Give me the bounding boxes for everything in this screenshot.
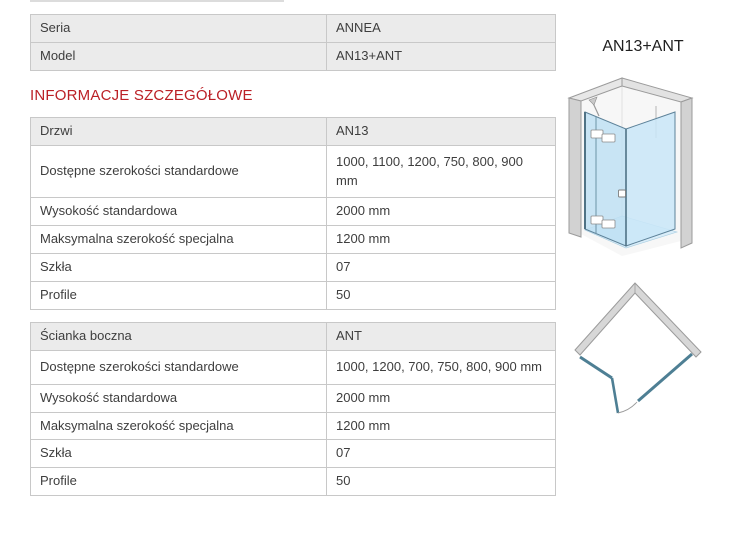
table-header-row [31, 322, 556, 350]
side-wall-header-value: ANT [327, 322, 556, 350]
table-row [31, 440, 556, 468]
model-label: Model [31, 42, 327, 70]
table-row [31, 226, 556, 254]
table-row [31, 468, 556, 496]
side-wall-glass-panel [626, 112, 675, 246]
row-label: Profile [31, 282, 327, 310]
row-label: Szkła [31, 254, 327, 282]
door-header-label: Drzwi [31, 117, 327, 145]
series-label: Seria [31, 15, 327, 43]
row-value: 1200 mm [327, 412, 556, 440]
row-label: Maksymalna szerokość specjalna [31, 226, 327, 254]
right-wall-end-face [681, 98, 692, 248]
model-value: AN13+ANT [327, 42, 556, 70]
row-label: Wysokość standardowa [31, 384, 327, 412]
row-label: Szkła [31, 440, 327, 468]
row-label: Profile [31, 468, 327, 496]
table-row [31, 412, 556, 440]
row-value: 1200 mm [327, 226, 556, 254]
walls-top-view [575, 283, 701, 357]
open-door-line [612, 378, 618, 413]
section-heading: INFORMACJE SZCZEGÓŁOWE [30, 86, 253, 104]
table-row [31, 42, 556, 70]
row-value: 2000 mm [327, 384, 556, 412]
row-value: 2000 mm [327, 198, 556, 226]
specification-column [30, 14, 542, 496]
side-wall-header-label: Ścianka boczna [31, 322, 327, 350]
side-wall-glass-line [638, 354, 692, 401]
table-row [31, 254, 556, 282]
row-value: 07 [327, 440, 556, 468]
bottom-hinge-icon [591, 216, 603, 224]
table-row [31, 282, 556, 310]
cropped-top-divider [30, 0, 284, 2]
table-row [31, 198, 556, 226]
row-value: 1000, 1200, 700, 750, 800, 900 mm [327, 350, 556, 384]
door-swing-arc [618, 402, 637, 413]
row-label: Wysokość standardowa [31, 198, 327, 226]
left-wall-end-face [569, 98, 581, 237]
door-spec-table [30, 117, 556, 310]
table-gap [30, 310, 517, 322]
side-wall-spec-table [30, 322, 556, 496]
door-handle-icon [619, 190, 626, 197]
top-hinge-icon [602, 134, 615, 142]
bottom-hinge-icon [602, 220, 615, 228]
table-row [31, 15, 556, 43]
top-view-drawing-icon [555, 272, 739, 442]
door-header-value: AN13 [327, 117, 556, 145]
isometric-enclosure-drawing-icon [556, 66, 739, 270]
series-model-table [30, 14, 556, 71]
row-label: Dostępne szerokości standardowe [31, 350, 327, 384]
row-label: Maksymalna szerokość specjalna [31, 412, 327, 440]
table-header-row [31, 117, 556, 145]
table-row [31, 384, 556, 412]
row-value: 07 [327, 254, 556, 282]
table-row [31, 350, 556, 384]
row-value: 1000, 1100, 1200, 750, 800, 900 mm [327, 145, 556, 198]
top-hinge-icon [591, 130, 603, 138]
diagram-title: AN13+ANT [602, 38, 684, 55]
door-fixed-segment-line [580, 357, 612, 378]
series-value: ANNEA [327, 15, 556, 43]
row-value: 50 [327, 282, 556, 310]
row-label: Dostępne szerokości standardowe [31, 145, 327, 198]
table-row [31, 145, 556, 198]
row-value: 50 [327, 468, 556, 496]
